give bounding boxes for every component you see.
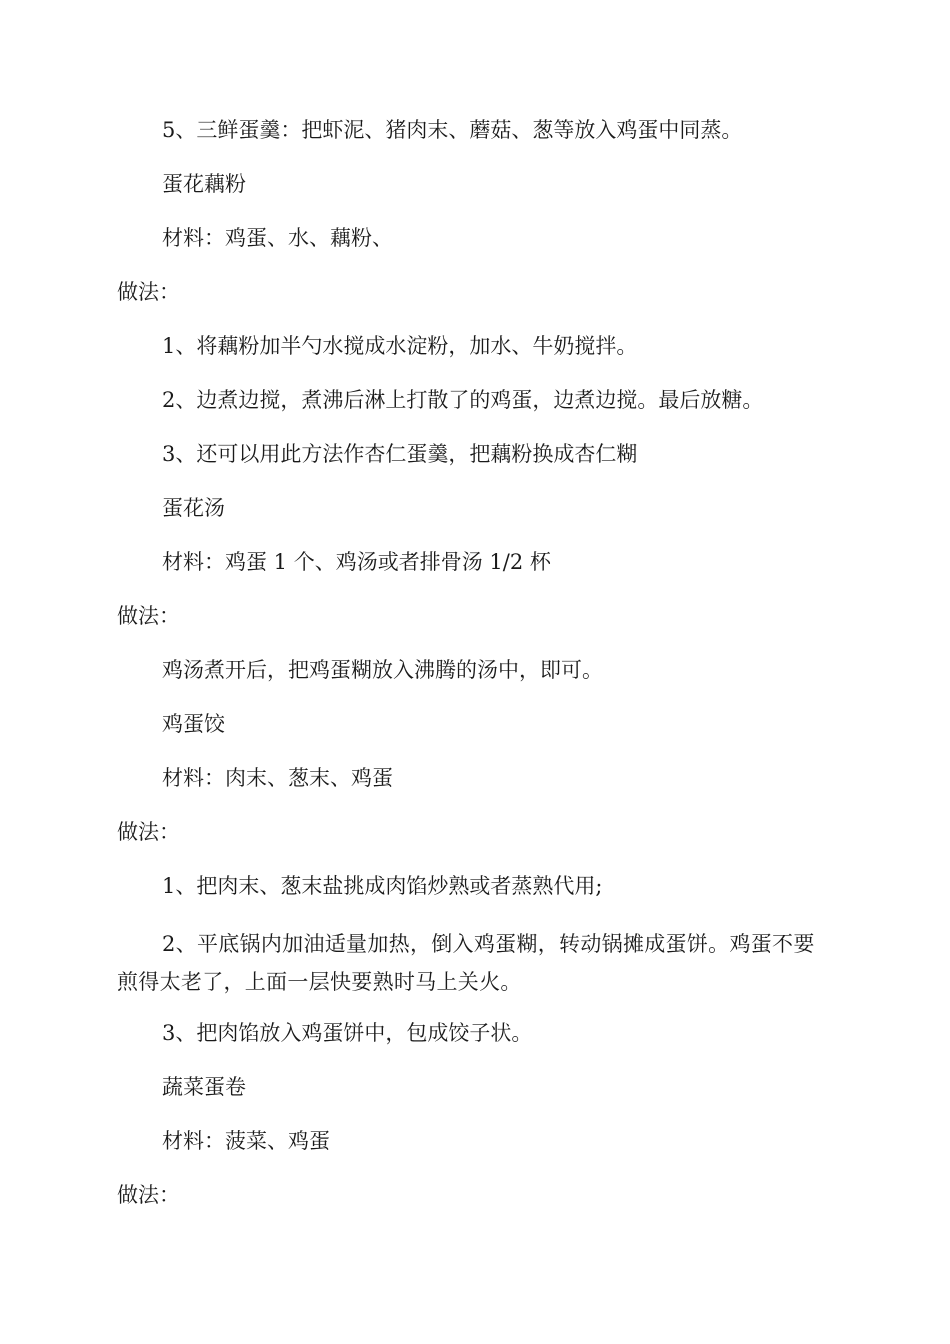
method-heading: 做法：: [117, 280, 180, 304]
method-step: 鸡汤煮开后，把鸡蛋糊放入沸腾的汤中，即可。: [162, 658, 603, 682]
method-heading: 做法：: [117, 820, 180, 844]
recipe-title-egg-drop-soup: 蛋花汤: [162, 496, 225, 520]
ingredients-line: 材料：鸡蛋、水、藕粉、: [162, 226, 393, 250]
method-step: 2、边煮边搅，煮沸后淋上打散了的鸡蛋，边煮边搅。最后放糖。: [162, 388, 764, 412]
method-step: 3、把肉馅放入鸡蛋饼中，包成饺子状。: [162, 1021, 533, 1045]
recipe-title-egg-flower-lotus-root: 蛋花藕粉: [162, 172, 246, 196]
ingredients-line: 材料：肉末、葱末、鸡蛋: [162, 766, 393, 790]
recipe-step-sanxian-egg-custard: 5、三鲜蛋羹：把虾泥、猪肉末、蘑菇、葱等放入鸡蛋中同蒸。: [162, 118, 743, 142]
method-heading: 做法：: [117, 604, 180, 628]
method-step: 1、将藕粉加半勺水搅成水淀粉，加水、牛奶搅拌。: [162, 334, 638, 358]
ingredients-line: 材料：鸡蛋 1 个、鸡汤或者排骨汤 1/2 杯: [162, 550, 551, 574]
ingredients-line: 材料：菠菜、鸡蛋: [162, 1129, 330, 1153]
method-step-wrapped: 2、平底锅内加油适量加热，倒入鸡蛋糊，转动锅摊成蛋饼。鸡蛋不要煎得太老了，上面一层快要熟时马上关火。: [117, 932, 815, 994]
recipe-title-vegetable-egg-roll: 蔬菜蛋卷: [162, 1075, 246, 1099]
recipe-title-egg-dumplings: 鸡蛋饺: [162, 712, 225, 736]
method-step: 3、还可以用此方法作杏仁蛋羹，把藕粉换成杏仁糊: [162, 442, 638, 466]
method-heading: 做法：: [117, 1183, 180, 1207]
method-step: 1、把肉末、葱末盐挑成肉馅炒熟或者蒸熟代用;: [162, 874, 603, 898]
